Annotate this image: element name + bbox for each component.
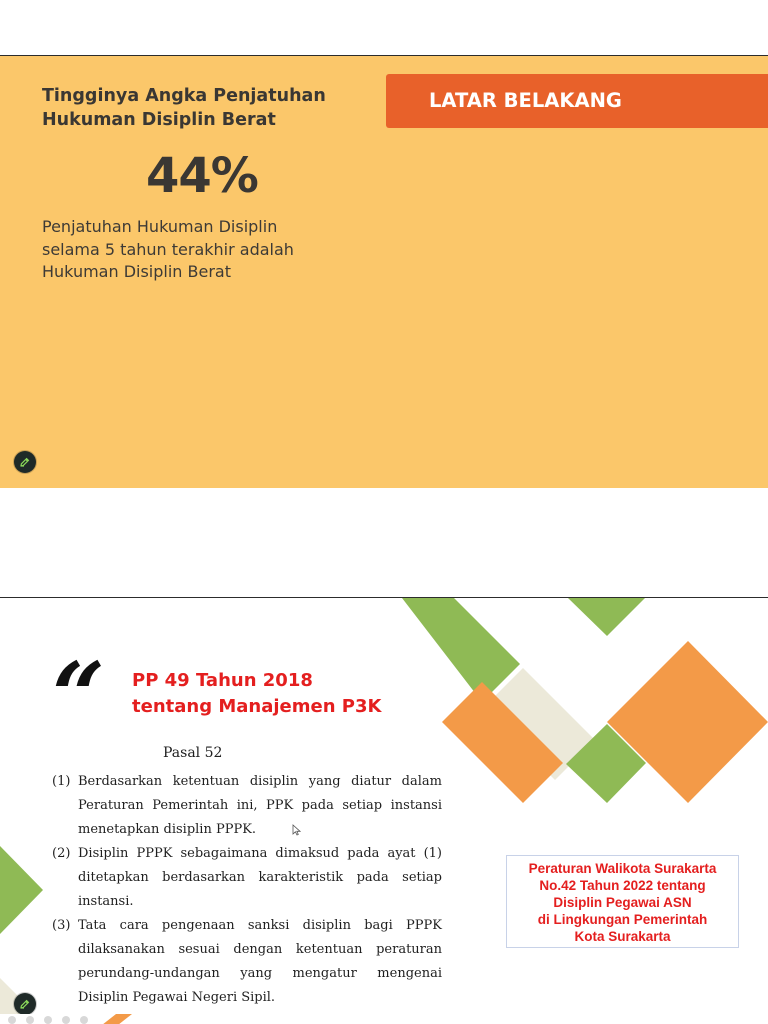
point-number: (2) <box>52 846 71 861</box>
statistic-percentage: 44% <box>146 148 258 204</box>
regulation-title: PP 49 Tahun 2018 tentang Manajemen P3K <box>132 670 382 717</box>
edit-pencil-icon[interactable] <box>14 993 36 1015</box>
slide-heading: Tingginya Angka Penjatuhan Hukuman Disiplin Berat <box>42 86 326 130</box>
pasal-heading: Pasal 52 <box>163 745 223 761</box>
point-text: Tata cara pengenaan sanksi disiplin bagi PPPK dilaksanakan sesuai dengan ketentuan peraturan perundang-undangan yang mengatur mengenai Disiplin Pegawai Negeri Sipil. <box>78 918 442 1005</box>
regulation-reference-box: Peraturan Walikota Surakarta No.42 Tahun 2022 tentang Disiplin Pegawai ASN di Lingkungan Pemerintah Kota Surakarta <box>506 855 739 948</box>
quote-mark-icon: “ <box>52 642 105 750</box>
section-banner <box>386 74 768 128</box>
point-number: (1) <box>52 774 71 789</box>
point-number: (3) <box>52 918 71 933</box>
slide-latar-belakang <box>0 55 768 488</box>
edit-pencil-icon[interactable] <box>14 451 36 473</box>
list-item <box>52 842 442 914</box>
list-item <box>52 770 442 842</box>
statistic-description: Penjatuhan Hukuman Disiplin selama 5 tahun terakhir adalah Hukuman Disiplin Berat <box>42 217 294 281</box>
section-banner-label: LATAR BELAKANG <box>429 89 622 112</box>
point-text: Disiplin PPPK sebagaimana dimaksud pada ayat (1) ditetapkan berdasarkan karakteristik pada setiap instansi. <box>78 846 442 909</box>
list-item <box>52 914 442 1010</box>
mouse-cursor-icon <box>292 824 301 836</box>
slide-pp49-2018 <box>0 597 768 1024</box>
bottom-toolbar-strip <box>0 1014 180 1024</box>
point-text: Berdasarkan ketentuan disiplin yang diatur dalam Peraturan Pemerintah ini, PPK pada setiap instansi menetapkan disiplin PPPK. <box>78 774 442 837</box>
pasal-points-list <box>52 770 442 1010</box>
